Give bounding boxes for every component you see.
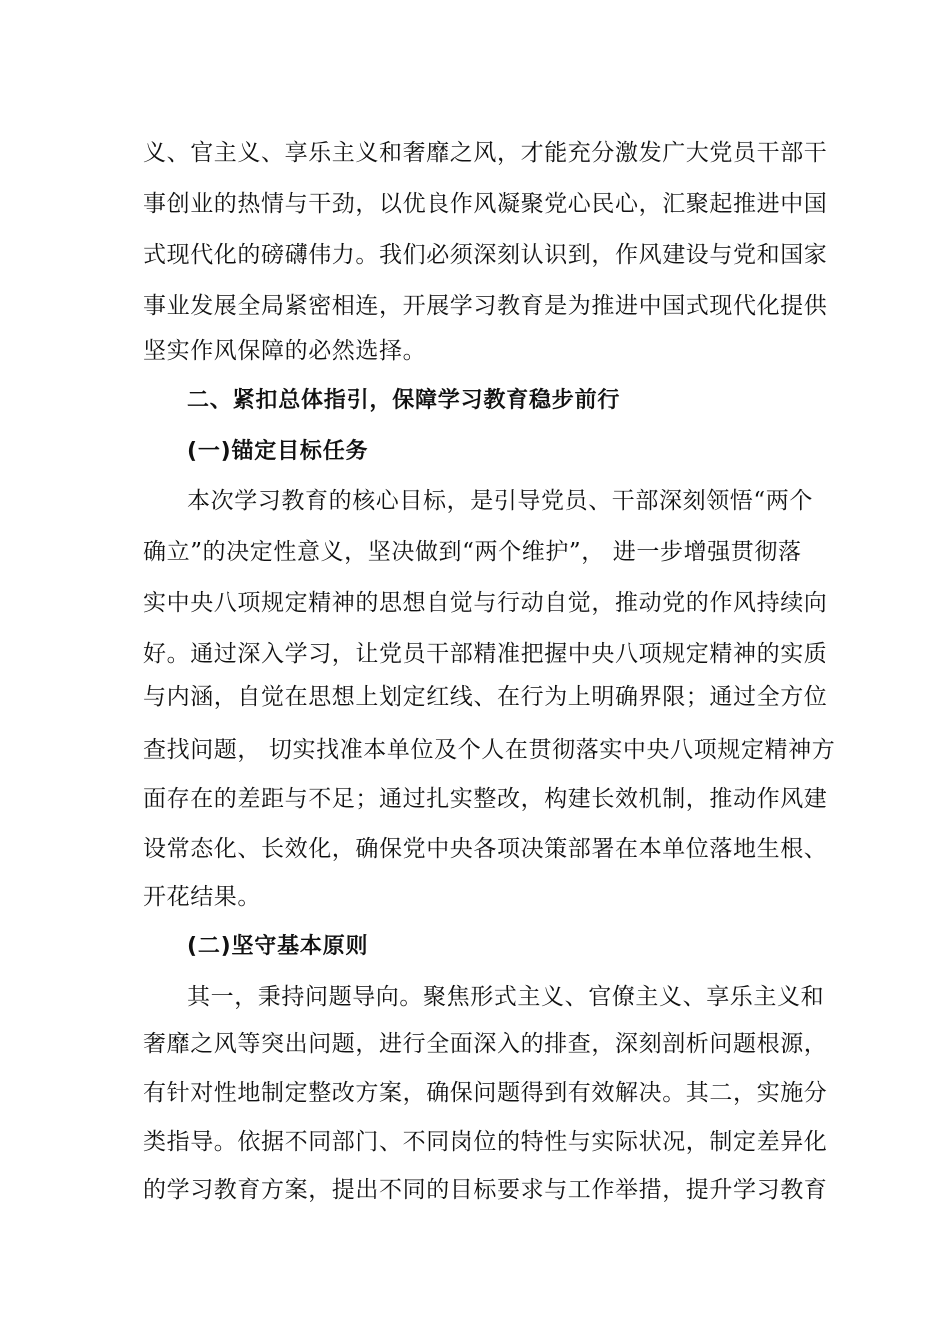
section-heading: 二、紧扣总体指引，保障学习教育稳步前行 — [187, 388, 621, 413]
paragraph-line: 与内涵，自觉在思想上划定红线、在行为上明确界限；通过全方位 — [143, 684, 828, 710]
paragraph-line: 查找问题， 切实找准本单位及个人在贯彻落实中央八项规定精神方 — [143, 737, 836, 763]
paragraph-line: 义、官主义、享乐主义和奢靡之风，才能充分激发广大党员干部干 — [143, 140, 828, 166]
subsection-heading: (一)锚定目标任务 — [187, 439, 369, 464]
paragraph-line: 的学习教育方案，提出不同的目标要求与工作举措，提升学习教育 — [143, 1177, 828, 1203]
paragraph-line: 式现代化的磅礴伟力。我们必须深刻认识到，作风建设与党和国家 — [143, 242, 828, 268]
paragraph-line: 好。通过深入学习，让党员干部精准把握中央八项规定精神的实质 — [143, 641, 828, 667]
paragraph-line: 开花结果。 — [143, 884, 261, 910]
paragraph-line: 面存在的差距与不足；通过扎实整改，构建长效机制，推动作风建 — [143, 786, 828, 812]
paragraph-line: 设常态化、长效化，确保党中央各项决策部署在本单位落地生根、 — [143, 836, 828, 862]
paragraph-line: 确立”的决定性意义，坚决做到“两个维护”， 进一步增强贯彻落 — [143, 539, 802, 565]
paragraph-line: 事创业的热情与干劲，以优良作风凝聚党心民心，汇聚起推进中国 — [143, 191, 828, 217]
paragraph-line: 本次学习教育的核心目标，是引导党员、干部深刻领悟“两个 — [187, 488, 813, 514]
paragraph-line: 事业发展全局紧密相连，开展学习教育是为推进中国式现代化提供 — [143, 293, 828, 319]
paragraph-line: 其一，秉持问题导向。聚焦形式主义、官僚主义、享乐主义和 — [187, 984, 825, 1010]
paragraph-line: 有针对性地制定整改方案，确保问题得到有效解决。其二，实施分 — [143, 1080, 828, 1106]
subsection-heading: (二)坚守基本原则 — [187, 934, 369, 959]
paragraph-line: 类指导。依据不同部门、不同岗位的特性与实际状况，制定差异化 — [143, 1129, 828, 1155]
paragraph-line: 坚实作风保障的必然选择。 — [143, 338, 427, 364]
paragraph-line: 实中央八项规定精神的思想自觉与行动自觉，推动党的作风持续向 — [143, 590, 828, 616]
paragraph-line: 奢靡之风等突出问题，进行全面深入的排查，深刻剖析问题根源， — [143, 1031, 828, 1057]
